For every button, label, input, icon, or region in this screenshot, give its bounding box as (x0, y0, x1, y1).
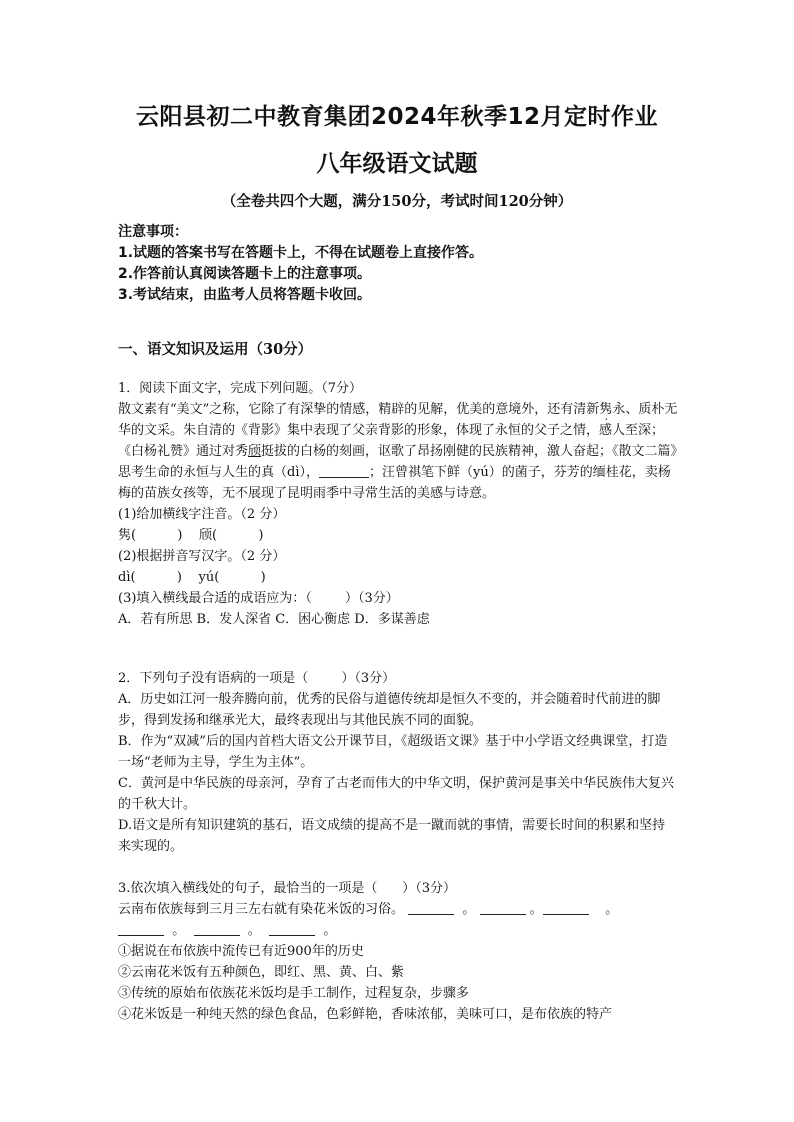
passage-text: ；汪曾祺笔下鲜 (369, 465, 461, 480)
question-stem: 1．阅读下面文字，完成下列问题。（7分） (118, 381, 363, 396)
answer-blank[interactable] (118, 921, 164, 936)
sentence-option: ④花米饭是一种纯天然的绿色食品，色彩鲜艳，香味浓郁，美味可口，是布依族的特产 (118, 1007, 613, 1022)
marked-char: 颀 (248, 444, 262, 459)
answer-blank[interactable] (194, 921, 240, 936)
answer-line[interactable]: 隽( ) 颀( ) (118, 528, 264, 543)
passage-text: 永、质朴无华的文采。朱自清的《背影》集中表现了父亲背影的形象，体现了永恒的父子之情，感人至深；《白杨礼赞》通过对秀 (118, 402, 678, 459)
option-a: A．历史如江河一般奔腾向前，优秀的民俗与道德传统却是恒久不变的，并会随着时代前进的脚步，得到发扬和继承光大，最终表现出与其他民族不同的面貌。 (118, 692, 661, 728)
lead-text: 云南布依族每到三月三左右就有染花米饭的习俗。 (118, 902, 405, 917)
question-3 (118, 878, 678, 1025)
answer-blank[interactable] (480, 900, 526, 915)
note-item: 3.考试结束，由监考人员将答题卡收回。 (118, 287, 372, 303)
question-lead: 云南布依族每到三月三左右就有染花米饭的习俗。 。 。 。 。 。 。 (118, 902, 619, 938)
answer-blank[interactable] (269, 921, 315, 936)
notes-heading: 注意事项： (118, 224, 188, 240)
pinyin-hint: （yú） (460, 465, 502, 480)
passage-text: 挺拔的白杨的刻画，讴歌了昂扬刚健的民族精神，激人奋起；《散文二篇》思考生命的永恒与人生的真 (118, 444, 678, 480)
passage-text: 散文素有“美文”之称，它除了有深挚的情感，精辟的见解，优美的意境外，还有清新 (118, 402, 600, 417)
note-item: 2.作答前认真阅读答题卡上的注意事项。 (118, 266, 372, 282)
note-item: 1.试题的答案书写在答题卡上，不得在试题卷上直接作答。 (118, 245, 484, 261)
answer-blank[interactable] (543, 900, 589, 915)
question-1 (118, 378, 678, 630)
option-d: D.语文是所有知识建筑的基石，语文成绩的提高不是一蹴而就的事情，需要长时间的积累和坚持来实现的。 (118, 818, 666, 854)
exam-info: （全卷共四个大题，满分150分，考试时间120分钟） (221, 193, 573, 210)
section-heading: 一、语文知识及运用（30分） (118, 341, 313, 358)
sentence-option: ③传统的原始布依族花米饭均是手工制作，过程复杂，步骤多 (118, 986, 470, 1001)
answer-blank[interactable] (408, 900, 454, 915)
marked-char: 隽 (599, 402, 613, 417)
question-2 (118, 668, 678, 857)
answer-blank[interactable] (319, 463, 369, 478)
option-c: C．黄河是中华民族的母亲河，孕育了古老而伟大的中华文明，保护黄河是事关中华民族伟大复兴的千秋大计。 (118, 776, 674, 812)
sub-question: (1)给加横线字注音。（2 分） (118, 507, 286, 522)
sentence-option: ①据说在布依族中流传已有近900年的历史 (118, 944, 364, 959)
sub-question: (3)填入横线最合适的成语应为：（ ）（3分） (118, 591, 399, 606)
pinyin-hint: （dì） (274, 465, 306, 480)
answer-options: A．若有所思 B．发人深省 C．困心衡虑 D．多谋善虑 (118, 612, 430, 627)
answer-line[interactable]: dì( ) yú( ) (118, 570, 266, 585)
question-passage: 散文素有“美文”之称，它除了有深挚的情感，精辟的见解，优美的意境外，还有清新隽永、质朴无华的文采。朱自清的《背影》集中表现了父亲背影的形象，体现了永恒的父子之情，感人至深；《白杨礼赞》通过对秀颀挺拔的白杨的刻画，讴歌了昂扬刚健的民族精神，激人奋起；《散文二篇》思考生命的永恒与人生的真（dì）， ；汪曾祺笔下鲜（yú）的菌子，芬芳的缅桂花，卖杨梅的苗族女孩等，无不展现了昆明雨季中寻常生活的美感与诗意。 (118, 402, 678, 501)
question-stem: 3.依次填入横线处的句子，最恰当的一项是（ ）（3分） (118, 881, 456, 896)
question-stem: 2．下列句子没有语病的一项是（ ）（3分） (118, 671, 396, 686)
option-b: B．作为“双减”后的国内首档大语文公开课节目，《超级语文课》基于中小学语文经典课堂，打造一场“老师为主导，学生为主体”。 (118, 734, 668, 770)
exam-title: 云阳县初二中教育集团2024年秋季12月定时作业 (135, 104, 659, 130)
exam-subject-title: 八年级语文试题 (316, 151, 478, 177)
sentence-option: ②云南花米饭有五种颜色，即红、黑、黄、白、紫 (118, 965, 405, 980)
passage-text: 的菌子，芬芳的缅桂花，卖杨梅的苗族女孩等，无不展现了昆明雨季中寻常生活的美感与诗意。 (118, 465, 671, 501)
sub-question: (2)根据拼音写汉字。（2 分） (118, 549, 286, 564)
notes-block (118, 222, 678, 306)
